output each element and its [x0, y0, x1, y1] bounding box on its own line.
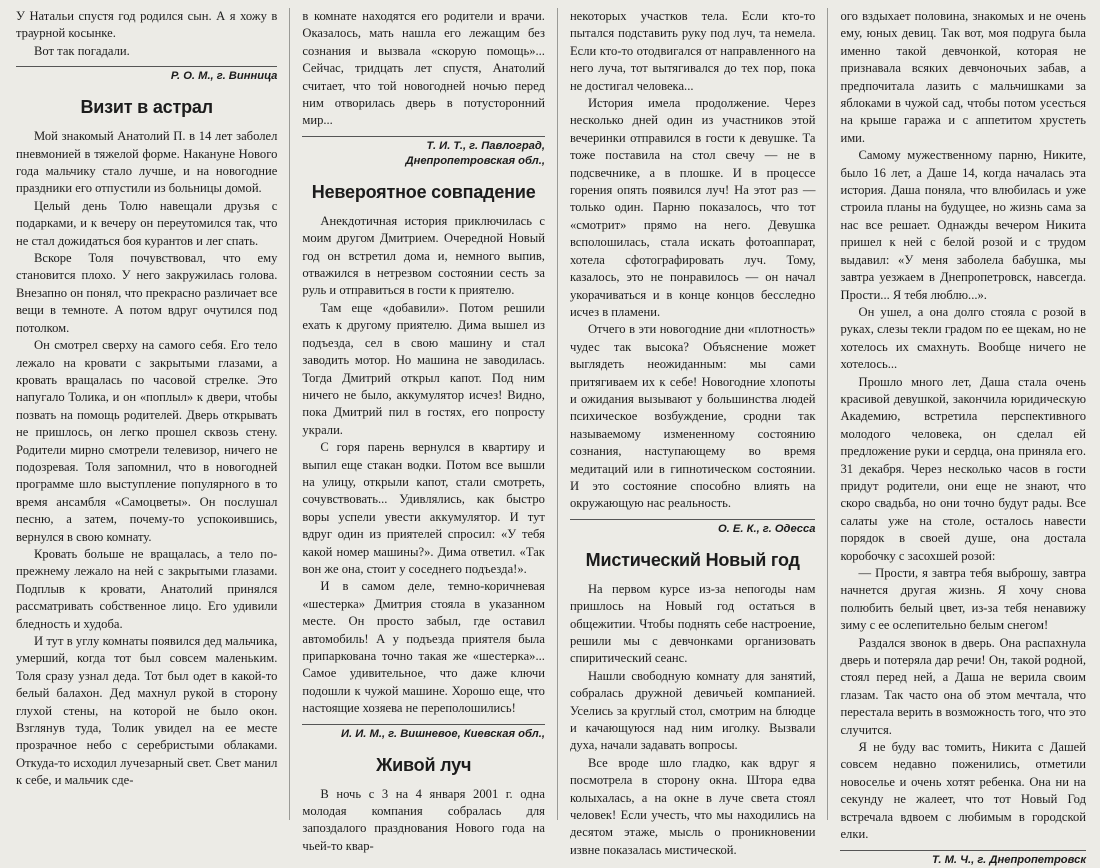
article-title: Невероятное совпадение — [311, 181, 536, 202]
paragraph: Вскоре Толя почувствовал, что ему становится плохо. У него закружилась голова. Внезапно он понял, что прекрасно различает все вещи в темноте. А потом вдруг очутился под потолком. — [16, 251, 278, 335]
paragraph: Отчего в эти новогодние дни «плотность» чудес так высока? Объяснение может выглядеть неожиданным: мы сами притягиваем их к себе! Новогодние хлопоты и ожидания вызывают у большинства людей психическое возбуждение, сродни так называемому измененному состоянию сознания, наступающему во время медитаций или в гипнотическом состоянии. И это состояние способно влиять на окружающую нас реальность. — [569, 322, 816, 511]
paragraph: У Натальи спустя год родился сын. А я хожу в траурной косынке. — [16, 9, 278, 41]
paragraph: Раздался звонок в дверь. Она распахнула дверь и потеряла дар речи! Он, такой родной, стоял перед ней, а Даша не верила своим глазам. Так часто она об этом мечтала, что перестала верить в возможность того, что это случится. — [840, 635, 1086, 737]
paragraph: И в самом деле, темно-коричневая «шестерка» Дмитрия стояла в указанном месте. Он просто забыл, где оставил автомобиль! А у подъезда приятеля была припаркована точно такая же «шестерка»... Самое удивительное, что даже ключи подошли к чужой машине. Хорошо еще, что настоящие хозяева не переполошились! — [302, 579, 545, 716]
paragraph: Он смотрел сверху на самого себя. Его тело лежало на кровати с закрытыми глазами, а кровать вращалась по часовой стрелке. Это напугало Толика, и он «поплыл» к двери, чтобы позвать на помощь родителей. Дверь открывать не пришлось, он легко прошел сквозь стену. Родители мирно смотрели телевизор, ничего не подозревая. Толя запомнил, что в новогодней программе шло выступление популярного в то время ансамбля «Самоцветы». Он послушал песню, а затем, почему-то успокоившись, вернулся в свою комнату. — [16, 338, 278, 544]
article-title: Мистический Новый год — [585, 549, 800, 570]
paragraph: ого вздыхает половина, знакомых и не очень ему, юных девиц. Так вот, моя подруга была именно такой девчонкой, которая не признавала всяких девчоночьих забав, а предпочитала лазить с мальчишками за яблоками в чужой сад, чтобы потом усесться на крыше гаража и с аппетитом хрустеть ими. — [840, 9, 1086, 145]
paragraph: Анекдотичная история приключилась с моим другом Дмитрием. Очередной Новый год он встретил дома и, немного выпив, отважился в нетрезвом состоянии сесть за руль и отправиться в гости к приятелю. — [302, 213, 545, 298]
column-3 — [557, 8, 828, 857]
author-signature: Т. И. Т., г. Павлоград, Днепропетровская обл., — [302, 136, 545, 169]
paragraph: Кровать больше не вращалась, а тело по-прежнему лежало на ней с закрытыми глазами. Подплыв к кровати, Анатолий принялся рассматривать собственное лицо. Его удивили бледность и худоба. — [16, 546, 278, 631]
article-title: Визит в астрал — [80, 97, 213, 118]
paragraph: На первом курсе из-за непогоды нам пришлось на Новый год остаться в общежитии. Чтобы поднять себе настроение, решили мы с девчонками организовать спиритический сеанс. — [569, 581, 816, 666]
paragraph: В ночь с 3 на 4 января 2001 г. одна молодая компания собралась для запоздалого празднования Нового года на чьей-то квар- — [302, 786, 545, 853]
paragraph: Целый день Толю навещали друзья с подарками, и к вечеру он переутомился так, что не стал дожидаться боя курантов и лег спать. — [16, 198, 278, 248]
paragraph: История имела продолжение. Через несколько дней один из участников этой вечеринки отправился в гости к девушке. Та тоже поставила на стол свечу — не в подсвечнике, а в плошке. И в процессе горения опять появился луч! На этот раз — только один. Парню показалось, что тот «смотрит» прямо на него. Девушка всполошилась, стала искать фотоаппарат, хотела сфотографировать луч. Тому, казалось, это не понравилось — он начал укорачиваться и в конце концов бесследно исчез в пламени. — [569, 96, 816, 319]
column-1 — [10, 8, 289, 820]
author-signature: Р. О. М., г. Винница — [16, 66, 277, 84]
paragraph: Самому мужественному парню, Никите, было 16 лет, а Даше 14, когда началась эта история. Даша поняла, что влюбилась и уже строила планы на будущее, но жизнь сама за нас все решает. Однажды вечером Никита пришел к ней с белой розой и с трудом выдавил: «У меня заболела бабушка, мы завтра уезжаем в Днепропетровск, навсегда. Прости... Я тебя люблю...». — [840, 148, 1086, 302]
column-4 — [827, 8, 1090, 866]
paragraph: в комнате находятся его родители и врачи. Оказалось, мать нашла его лежащим без сознания и вызвала «скорую помощь»... Сейчас, тридцать лет спустя, Анатолий считает, что той новогодней ночью перед ним отворилась дверь в потусторонний мир... — [302, 9, 545, 128]
paragraph: И тут в углу комнаты появился дед мальчика, умерший, когда тот был совсем маленьким. Толя сразу узнал деда. Тот был одет в какой-то белый балахон. Дед махнул рукой в сторону глухой стены, на которой не было окон. Взглянув туда, Толик увидел на ее месте прозрачное небо с серебристыми облаками. Откуда-то исходил лучезарный свет. Свет манил к себе, и мальчик сде- — [16, 634, 278, 788]
paragraph: Нашли свободную комнату для занятий, собралась дружной девичьей компанией. Уселись за круглый стол, смотрим на блюдце и качающуюся над ним иголку. Вызвали духа, начали задавать вопросы. — [569, 668, 816, 753]
column-2 — [289, 8, 557, 853]
paragraph: Вот так погадали. — [34, 43, 130, 58]
author-signature: И. И. М., г. Вишневое, Киевская обл., — [302, 724, 545, 742]
paragraph: Прошло много лет, Даша стала очень красивой девушкой, закончила юридическую Академию, встретила перспективного молодого человека, он сделал ей предложение руки и сердца, она приняла его. 31 декабря. Через несколько часов в гости придут родители, они еще не знают, что скоро свадьба, но они точно будут рады. Все салаты уже на столе, осталось навести порядок в своей душе, она достала коробочку с засохшей розой: — [840, 374, 1086, 563]
paragraph: Мой знакомый Анатолий П. в 14 лет заболел пневмонией в тяжелой форме. Накануне Нового года мальчику стало лучше, и на новогодние праздники его отпустили из больницы домой. — [16, 129, 278, 196]
paragraph: Я не буду вас томить, Никита с Дашей совсем недавно поженились, отметили новоселье и очень хотят ребенка. Она ни на секунду не жалеет, что тот Новый Год встречала вдвоем с любимым в городской елки. — [840, 740, 1086, 842]
author-signature: Т. М. Ч., г. Днепропетровск — [840, 850, 1086, 868]
paragraph: некоторых участков тела. Если кто-то пытался подставить руку под луч, та немела. Если кто-то отодвигался от направленного на него луча, тот вытягивался до тех пор, пока не достигал человека... — [569, 9, 816, 93]
article-title: Живой луч — [376, 754, 472, 775]
author-signature: О. Е. К., г. Одесса — [570, 519, 816, 537]
paragraph: Там еще «добавили». Потом решили ехать к другому приятелю. Дима вышел из подъезда, сел в свою машину и стал заводить мотор. Но машина не заводилась. Тогда Дмитрий открыл капот. Под ним ничего не было, аккумулятор исчез! Видно, пока Дмитрий пил в гостях, его попросту украли. — [302, 300, 545, 437]
paragraph: — Прости, я завтра тебя выброшу, завтра начнется другая жизнь. Я хочу снова полюбить белый цвет, из-за тебя ненавижу зиму с ее ослепительно белым снегом! — [840, 566, 1086, 633]
paragraph: С горя парень вернулся в квартиру и выпил еще стакан водки. Потом все вышли на улицу, открыли капот, стали смотреть, сочувствовать... Удивлялись, как быстро воры успели увести аккумулятор. И тут вдруг один из приятелей спросил: «У тебя какой номер машины?». Дима ответил. «Так вон же она, стоит у соседнего подъезда!». — [302, 440, 545, 576]
paragraph: Он ушел, а она долго стояла с розой в руках, слезы текли градом по ее щекам, но не хотелось их смахнуть. Вообще ничего не хотелось... — [840, 304, 1086, 372]
paragraph: Все вроде шло гладко, как вдруг я посмотрела в сторону окна. Штора едва колыхалась, а на окне в луче света стоял человек! Если учесть, что мы находились на десятом этаже, мысль о проникновении извне показалась мистической. — [569, 755, 816, 857]
